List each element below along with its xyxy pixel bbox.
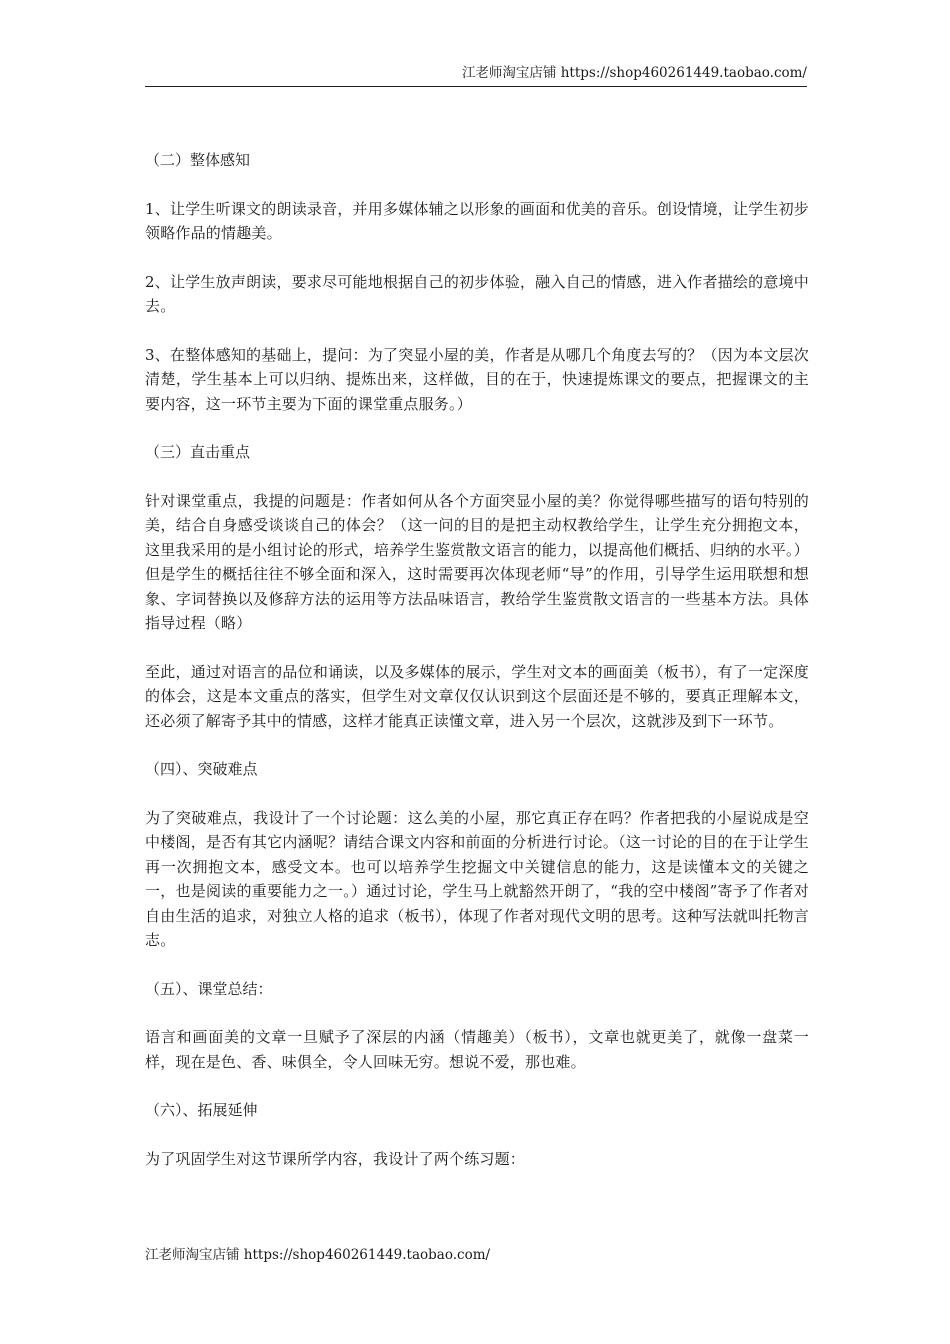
paragraph-key-point-question: 针对课堂重点，我提的问题是：作者如何从各个方面突显小屋的美？你觉得哪些描写的语句特别的美，结合自身感受谈谈自己的体会？（这一问的目的是把主动权教给学生，让学生充分拥抱文本，这里我采用的是小组讨论的形式，培养学生鉴赏散文语言的能力，以提高他们概括、归纳的水平。）但是学生的概括往往不够全面和深入，这时需要再次体现老师“导”的作用，引导学生运用联想和想象、字词替换以及修辞方法的运用等方法品味语言，教给学生鉴赏散文语言的一些基本方法。具体指导过程（略） bbox=[145, 491, 809, 632]
paragraph-exercises: 为了巩固学生对这节课所学内容，我设计了两个练习题： bbox=[145, 1149, 526, 1168]
paragraph-discussion: 为了突破难点，我设计了一个讨论题：这么美的小屋，那它真正存在吗？作者把我的小屋说成是空中楼阁，是否有其它内涵呢？请结合课文内容和前面的分析进行讨论。（这一讨论的目的在于让学生再一次拥抱文本，感受文本。也可以培养学生挖掘文中关键信息的能力，这是读懂本文的关键之一，也是阅读的重要能力之一。）通过讨论，学生马上就豁然开朗了，“我的空中楼阁”寄予了作者对自由生活的追求，对独立人格的追求（板书），体现了作者对现代文明的思考。这种写法就叫托物言志。 bbox=[145, 808, 809, 949]
paragraph-listen-recording: 1、让学生听课文的朗读录音，并用多媒体辅之以形象的画面和优美的音乐。创设情境，让学生初步领略作品的情趣美。 bbox=[145, 199, 809, 242]
document-body bbox=[145, 148, 809, 1195]
paragraph-summary: 语言和画面美的文章一旦赋予了深层的内涵（情趣美）（板书），文章也就更美了，就像一盘菜一样，现在是色、香、味俱全，令人回味无穷。想说不爱，那也难。 bbox=[145, 1028, 809, 1071]
page-header bbox=[145, 64, 807, 87]
paragraph-question-angles: 3、在整体感知的基础上，提问：为了突显小屋的美，作者是从哪几个角度去写的？（因为本文层次清楚，学生基本上可以归纳、提炼出来，这样做，目的在于，快速提炼课文的要点，把握课文的主要内容，这一环节主要为下面的课堂重点服务。） bbox=[145, 345, 809, 413]
section-heading-overall-perception: （二）整体感知 bbox=[145, 151, 251, 169]
page-footer bbox=[145, 1246, 490, 1264]
section-heading-summary: （五）、课堂总结： bbox=[145, 979, 273, 998]
section-heading-extension: （六）、拓展延伸 bbox=[145, 1101, 258, 1119]
header-shop-link-text: 江老师淘宝店铺 https://shop460261449.taobao.com/ bbox=[461, 65, 807, 81]
paragraph-read-aloud: 2、让学生放声朗读，要求尽可能地根据自己的初步体验，融入自己的情感，进入作者描绘的意境中去。 bbox=[145, 272, 809, 315]
section-heading-difficulty: （四）、突破难点 bbox=[145, 760, 258, 778]
section-heading-key-point: （三）直击重点 bbox=[145, 443, 251, 461]
footer-shop-link-text: 江老师淘宝店铺 https://shop460261449.taobao.com/ bbox=[145, 1247, 491, 1263]
paragraph-picture-beauty: 至此，通过对语言的品位和诵读，以及多媒体的展示，学生对文本的画面美（板书），有了一定深度的体会，这是本文重点的落实，但学生对文章仅仅认识到这个层面还是不够的，要真正理解本文，还必须了解寄予其中的情感，这样才能真正读懂文章，进入另一个层次，这就涉及到下一环节。 bbox=[145, 662, 809, 730]
